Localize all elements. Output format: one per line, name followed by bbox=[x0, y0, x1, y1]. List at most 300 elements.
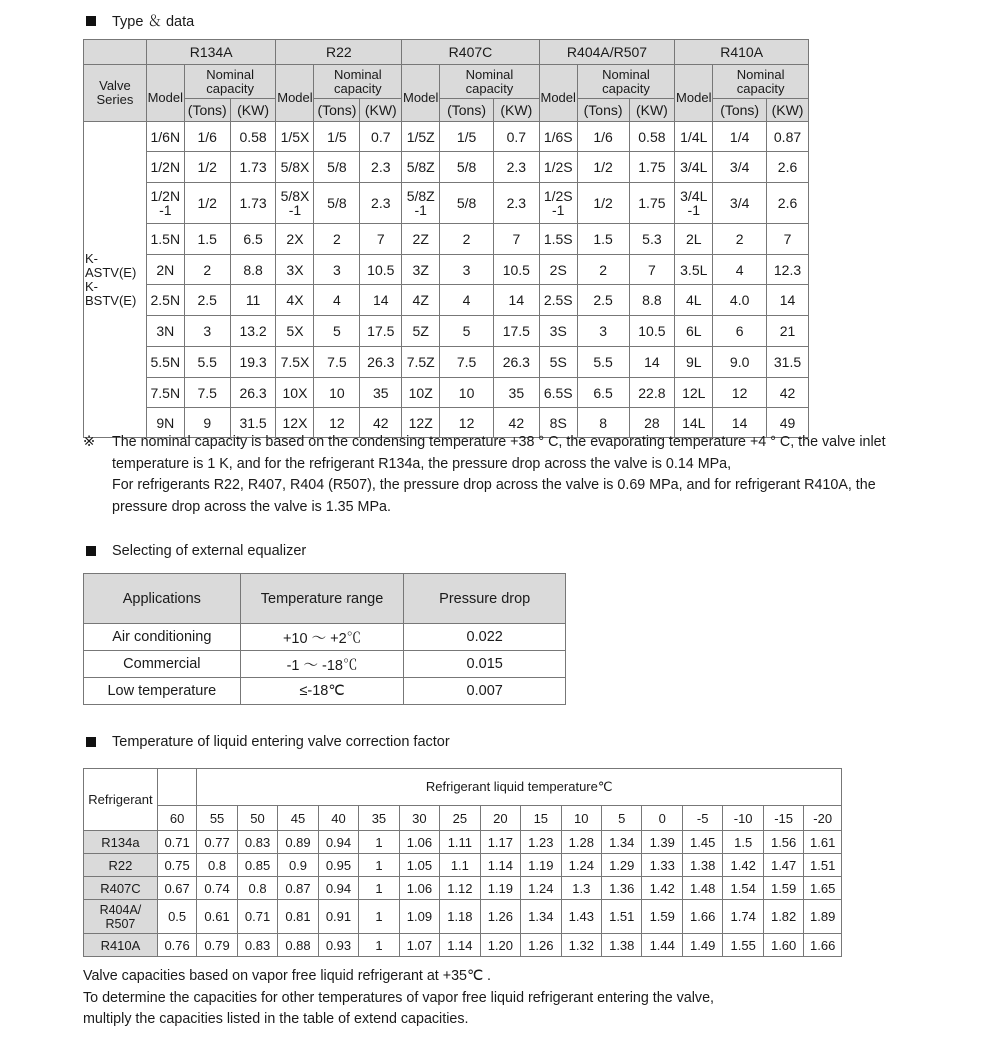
bullet-square-icon bbox=[86, 16, 96, 26]
nominal-capacity-header: Nominal capacity bbox=[314, 65, 402, 99]
temperature-cell: 0 bbox=[642, 806, 682, 831]
refrigerant-header: R404A/R507 bbox=[539, 40, 675, 65]
temperature-cell: 50 bbox=[237, 806, 277, 831]
factor-cell: 1.42 bbox=[723, 854, 763, 877]
model-cell: 9N bbox=[146, 408, 184, 438]
kw-cell: 0.7 bbox=[360, 122, 402, 152]
kw-cell: 7 bbox=[493, 224, 539, 255]
table-row bbox=[84, 877, 842, 900]
section-correction-title bbox=[86, 734, 450, 750]
factor-cell: 0.95 bbox=[318, 854, 358, 877]
kw-cell: 19.3 bbox=[230, 347, 276, 378]
factor-cell: 1.20 bbox=[480, 934, 520, 957]
temperature-cell: 20 bbox=[480, 806, 520, 831]
tons-cell: 8 bbox=[577, 408, 629, 438]
kw-cell: 35 bbox=[360, 378, 402, 408]
tons-cell: 2.5 bbox=[184, 285, 230, 316]
temperature-header: Refrigerant liquid temperature℃ bbox=[197, 769, 842, 806]
factor-cell: 0.71 bbox=[237, 900, 277, 934]
note-line: The nominal capacity is based on the condensing temperature +38 ° C, the evaporating temperature +4 ° C, the valve inlet bbox=[112, 434, 886, 450]
refrigerant-name-cell: R407C bbox=[84, 877, 158, 900]
model-header: Model bbox=[146, 65, 184, 122]
temperature-range-cell: ≤-18℃ bbox=[240, 678, 404, 705]
kw-cell: 1.75 bbox=[629, 152, 675, 183]
model-cell: 1/2S bbox=[539, 152, 577, 183]
kw-cell: 0.58 bbox=[629, 122, 675, 152]
tons-cell: 1/5 bbox=[440, 122, 494, 152]
factor-cell: 1.11 bbox=[440, 831, 480, 854]
tons-cell: 5.5 bbox=[577, 347, 629, 378]
kw-cell: 11 bbox=[230, 285, 276, 316]
pressure-drop-cell: 0.007 bbox=[404, 678, 566, 705]
kw-cell: 7 bbox=[629, 255, 675, 285]
factor-cell: 0.76 bbox=[157, 934, 196, 957]
tons-cell: 2 bbox=[184, 255, 230, 285]
tons-cell: 1/6 bbox=[184, 122, 230, 152]
temperature-range-cell: +10 ～ +2℃ bbox=[240, 624, 404, 651]
factor-cell: 0.89 bbox=[278, 831, 318, 854]
tons-cell: 3 bbox=[314, 255, 360, 285]
tons-cell: 12 bbox=[314, 408, 360, 438]
model-cell: 4X bbox=[276, 285, 314, 316]
temperature-cell: 5 bbox=[602, 806, 642, 831]
tons-cell: 14 bbox=[713, 408, 767, 438]
kw-header: (KW) bbox=[629, 99, 675, 122]
model-cell: 12X bbox=[276, 408, 314, 438]
tons-cell: 2 bbox=[314, 224, 360, 255]
factor-cell: 1.54 bbox=[723, 877, 763, 900]
kw-cell: 14 bbox=[767, 285, 809, 316]
kw-cell: 42 bbox=[493, 408, 539, 438]
model-header: Model bbox=[276, 65, 314, 122]
factor-cell: 1.1 bbox=[440, 854, 480, 877]
tons-cell: 1/4 bbox=[713, 122, 767, 152]
model-cell: 1/2N -1 bbox=[146, 183, 184, 224]
tons-cell: 4 bbox=[440, 285, 494, 316]
tons-cell: 5/8 bbox=[314, 183, 360, 224]
kw-cell: 2.6 bbox=[767, 152, 809, 183]
kw-cell: 17.5 bbox=[493, 316, 539, 347]
tons-cell: 3/4 bbox=[713, 152, 767, 183]
factor-cell: 1.29 bbox=[602, 854, 642, 877]
factor-cell: 1 bbox=[359, 831, 399, 854]
series-name: K-BSTV(E) bbox=[85, 278, 137, 308]
model-cell: 2L bbox=[675, 224, 713, 255]
model-cell: 6.5S bbox=[539, 378, 577, 408]
model-cell: 7.5Z bbox=[402, 347, 440, 378]
tons-cell: 10 bbox=[440, 378, 494, 408]
model-cell: 5Z bbox=[402, 316, 440, 347]
factor-cell: 1.74 bbox=[723, 900, 763, 934]
tons-header: (Tons) bbox=[577, 99, 629, 122]
table-row bbox=[84, 900, 842, 934]
model-cell: 3/4L bbox=[675, 152, 713, 183]
factor-cell: 1.06 bbox=[399, 877, 439, 900]
kw-header: (KW) bbox=[767, 99, 809, 122]
table-row bbox=[84, 378, 809, 408]
tons-cell: 1.5 bbox=[577, 224, 629, 255]
kw-cell: 10.5 bbox=[629, 316, 675, 347]
factor-cell: 1.56 bbox=[763, 831, 803, 854]
temperature-cell: -20 bbox=[804, 806, 842, 831]
correction-footer bbox=[83, 966, 714, 1031]
note-line: For refrigerants R22, R407, R404 (R507), the pressure drop across the valve is 0.69 MPa, and for refrigerant R410A, the bbox=[112, 477, 876, 493]
factor-cell: 1 bbox=[359, 900, 399, 934]
factor-cell: 1.26 bbox=[480, 900, 520, 934]
tons-cell: 3 bbox=[184, 316, 230, 347]
factor-cell: 0.91 bbox=[318, 900, 358, 934]
factor-cell: 1.06 bbox=[399, 831, 439, 854]
section-type-data-title bbox=[86, 10, 194, 31]
refrigerant-header: R410A bbox=[675, 40, 809, 65]
factor-cell: 1.34 bbox=[521, 900, 561, 934]
kw-cell: 2.6 bbox=[767, 183, 809, 224]
factor-cell: 1.07 bbox=[399, 934, 439, 957]
tons-cell: 7.5 bbox=[440, 347, 494, 378]
model-cell: 5/8Z -1 bbox=[402, 183, 440, 224]
bullet-square-icon bbox=[86, 546, 96, 556]
application-cell: Low temperature bbox=[84, 678, 241, 705]
correction-factor-table bbox=[83, 768, 842, 957]
factor-cell: 0.5 bbox=[157, 900, 196, 934]
temperature-cell: 15 bbox=[521, 806, 561, 831]
table-row bbox=[84, 122, 809, 152]
model-cell: 10Z bbox=[402, 378, 440, 408]
factor-cell: 0.83 bbox=[237, 831, 277, 854]
footer-line: multiply the capacities listed in the table of extend capacities. bbox=[83, 1011, 469, 1027]
factor-cell: 1.33 bbox=[642, 854, 682, 877]
tons-cell: 1/2 bbox=[577, 183, 629, 224]
factor-cell: 0.67 bbox=[157, 877, 196, 900]
kw-cell: 0.58 bbox=[230, 122, 276, 152]
model-cell: 1/6S bbox=[539, 122, 577, 152]
tons-cell: 6.5 bbox=[577, 378, 629, 408]
model-cell: 1.5S bbox=[539, 224, 577, 255]
model-cell: 3X bbox=[276, 255, 314, 285]
factor-cell: 1.19 bbox=[521, 854, 561, 877]
kw-cell: 2.3 bbox=[493, 183, 539, 224]
table-row bbox=[84, 152, 809, 183]
kw-cell: 28 bbox=[629, 408, 675, 438]
kw-cell: 35 bbox=[493, 378, 539, 408]
header-temperature-range: Temperature range bbox=[240, 574, 404, 624]
temperature-cell: -10 bbox=[723, 806, 763, 831]
factor-cell: 1.51 bbox=[804, 854, 842, 877]
tons-cell: 1/6 bbox=[577, 122, 629, 152]
tons-cell: 7.5 bbox=[184, 378, 230, 408]
kw-cell: 42 bbox=[767, 378, 809, 408]
kw-header: (KW) bbox=[360, 99, 402, 122]
factor-cell: 0.79 bbox=[197, 934, 237, 957]
blank-header-cell bbox=[84, 40, 147, 65]
model-cell: 4Z bbox=[402, 285, 440, 316]
factor-cell: 1.17 bbox=[480, 831, 520, 854]
factor-cell: 1.44 bbox=[642, 934, 682, 957]
model-cell: 4L bbox=[675, 285, 713, 316]
temperature-range-cell: -1 ～ -18℃ bbox=[240, 651, 404, 678]
factor-cell: 1.66 bbox=[682, 900, 722, 934]
kw-cell: 1.75 bbox=[629, 183, 675, 224]
tons-cell: 7.5 bbox=[314, 347, 360, 378]
factor-cell: 0.74 bbox=[197, 877, 237, 900]
model-cell: 5/8X bbox=[276, 152, 314, 183]
nominal-capacity-header: Nominal capacity bbox=[577, 65, 675, 99]
refrigerant-header: Refrigerant bbox=[84, 769, 158, 831]
nominal-note-symbol: ※ bbox=[83, 434, 95, 450]
table-row bbox=[84, 255, 809, 285]
model-cell: 1/4L bbox=[675, 122, 713, 152]
kw-cell: 26.3 bbox=[230, 378, 276, 408]
tons-cell: 10 bbox=[314, 378, 360, 408]
model-header: Model bbox=[539, 65, 577, 122]
refrigerant-header: R134A bbox=[146, 40, 276, 65]
model-cell: 12L bbox=[675, 378, 713, 408]
factor-cell: 1.24 bbox=[521, 877, 561, 900]
factor-cell: 1.23 bbox=[521, 831, 561, 854]
tons-cell: 4 bbox=[314, 285, 360, 316]
header-pressure-drop: Pressure drop bbox=[404, 574, 566, 624]
model-cell: 10X bbox=[276, 378, 314, 408]
section-equalizer-title bbox=[86, 543, 306, 559]
factor-cell: 0.61 bbox=[197, 900, 237, 934]
tons-cell: 1.5 bbox=[184, 224, 230, 255]
table-row bbox=[84, 285, 809, 316]
factor-cell: 1.49 bbox=[682, 934, 722, 957]
tons-header: (Tons) bbox=[184, 99, 230, 122]
section-title-text: Type ＆ data bbox=[112, 14, 195, 30]
valve-series-cell bbox=[84, 122, 147, 438]
factor-cell: 1.82 bbox=[763, 900, 803, 934]
temperature-cell: -5 bbox=[682, 806, 722, 831]
kw-cell: 14 bbox=[360, 285, 402, 316]
table-row bbox=[84, 347, 809, 378]
kw-cell: 2.3 bbox=[360, 152, 402, 183]
kw-cell: 12.3 bbox=[767, 255, 809, 285]
refrigerant-name-cell: R22 bbox=[84, 854, 158, 877]
equalizer-table bbox=[83, 573, 566, 705]
factor-cell: 0.81 bbox=[278, 900, 318, 934]
tons-cell: 1/2 bbox=[577, 152, 629, 183]
model-cell: 2S bbox=[539, 255, 577, 285]
model-cell: 1/6N bbox=[146, 122, 184, 152]
factor-cell: 1.18 bbox=[440, 900, 480, 934]
factor-cell: 1.47 bbox=[763, 854, 803, 877]
factor-cell: 1.24 bbox=[561, 854, 601, 877]
kw-cell: 2.3 bbox=[493, 152, 539, 183]
temperature-cell: 10 bbox=[561, 806, 601, 831]
note-line: temperature is 1 K, and for the refrigerant R134a, the pressure drop across the valve is 0.14 MPa, bbox=[112, 455, 732, 472]
model-cell: 7.5X bbox=[276, 347, 314, 378]
kw-cell: 31.5 bbox=[230, 408, 276, 438]
kw-cell: 31.5 bbox=[767, 347, 809, 378]
factor-cell: 0.87 bbox=[278, 877, 318, 900]
tons-cell: 5/8 bbox=[440, 152, 494, 183]
section-title-text: Temperature of liquid entering valve correction factor bbox=[112, 734, 450, 750]
factor-cell: 1 bbox=[359, 934, 399, 957]
factor-cell: 1.60 bbox=[763, 934, 803, 957]
nominal-capacity-header: Nominal capacity bbox=[713, 65, 809, 99]
table-row bbox=[84, 854, 842, 877]
tons-header: (Tons) bbox=[713, 99, 767, 122]
tons-cell: 1/5 bbox=[314, 122, 360, 152]
tons-cell: 1/2 bbox=[184, 152, 230, 183]
factor-cell: 1.26 bbox=[521, 934, 561, 957]
note-line: pressure drop across the valve is 1.35 MPa. bbox=[112, 498, 391, 515]
series-name: K-ASTV(E) bbox=[85, 250, 137, 280]
model-cell: 1/5Z bbox=[402, 122, 440, 152]
model-cell: 2.5N bbox=[146, 285, 184, 316]
kw-cell: 10.5 bbox=[360, 255, 402, 285]
factor-cell: 1.5 bbox=[723, 831, 763, 854]
factor-cell: 0.9 bbox=[278, 854, 318, 877]
model-cell: 1/5X bbox=[276, 122, 314, 152]
tons-cell: 12 bbox=[440, 408, 494, 438]
model-cell: 14L bbox=[675, 408, 713, 438]
factor-cell: 1.43 bbox=[561, 900, 601, 934]
kw-cell: 21 bbox=[767, 316, 809, 347]
model-cell: 3.5L bbox=[675, 255, 713, 285]
kw-cell: 10.5 bbox=[493, 255, 539, 285]
tons-cell: 3/4 bbox=[713, 183, 767, 224]
factor-cell: 1.19 bbox=[480, 877, 520, 900]
temperature-cell: 45 bbox=[278, 806, 318, 831]
factor-cell: 1.38 bbox=[602, 934, 642, 957]
model-cell: 5S bbox=[539, 347, 577, 378]
kw-cell: 6.5 bbox=[230, 224, 276, 255]
model-cell: 2N bbox=[146, 255, 184, 285]
model-cell: 7.5N bbox=[146, 378, 184, 408]
tons-cell: 4.0 bbox=[713, 285, 767, 316]
factor-cell: 0.77 bbox=[197, 831, 237, 854]
kw-cell: 0.7 bbox=[493, 122, 539, 152]
header-applications: Applications bbox=[84, 574, 241, 624]
factor-cell: 0.8 bbox=[237, 877, 277, 900]
model-cell: 2.5S bbox=[539, 285, 577, 316]
tons-cell: 2 bbox=[440, 224, 494, 255]
factor-cell: 1.12 bbox=[440, 877, 480, 900]
model-cell: 3N bbox=[146, 316, 184, 347]
model-cell: 5X bbox=[276, 316, 314, 347]
application-cell: Commercial bbox=[84, 651, 241, 678]
model-cell: 5/8X -1 bbox=[276, 183, 314, 224]
temperature-cell: 40 bbox=[318, 806, 358, 831]
kw-cell: 14 bbox=[493, 285, 539, 316]
tons-cell: 5/8 bbox=[440, 183, 494, 224]
footer-line: To determine the capacities for other temperatures of vapor free liquid refrigerant entering the valve, bbox=[83, 989, 714, 1006]
footer-line: Valve capacities based on vapor free liquid refrigerant at +35℃ . bbox=[83, 968, 491, 984]
application-cell: Air conditioning bbox=[84, 624, 241, 651]
factor-cell: 1.48 bbox=[682, 877, 722, 900]
factor-cell: 1.55 bbox=[723, 934, 763, 957]
tons-cell: 5.5 bbox=[184, 347, 230, 378]
temperature-cell: 25 bbox=[440, 806, 480, 831]
tons-cell: 5 bbox=[440, 316, 494, 347]
factor-cell: 1.42 bbox=[642, 877, 682, 900]
bullet-square-icon bbox=[86, 737, 96, 747]
factor-cell: 1.14 bbox=[480, 854, 520, 877]
tons-cell: 12 bbox=[713, 378, 767, 408]
tons-cell: 3 bbox=[577, 316, 629, 347]
model-cell: 3Z bbox=[402, 255, 440, 285]
model-cell: 12Z bbox=[402, 408, 440, 438]
temperature-cell: -15 bbox=[763, 806, 803, 831]
kw-header: (KW) bbox=[493, 99, 539, 122]
kw-cell: 13.2 bbox=[230, 316, 276, 347]
tons-cell: 2 bbox=[713, 224, 767, 255]
tons-cell: 1/2 bbox=[184, 183, 230, 224]
factor-cell: 1.89 bbox=[804, 900, 842, 934]
tons-cell: 9 bbox=[184, 408, 230, 438]
tons-header: (Tons) bbox=[440, 99, 494, 122]
factor-cell: 1.51 bbox=[602, 900, 642, 934]
factor-cell: 1.3 bbox=[561, 877, 601, 900]
model-cell: 5/8Z bbox=[402, 152, 440, 183]
pressure-drop-cell: 0.022 bbox=[404, 624, 566, 651]
tons-cell: 9.0 bbox=[713, 347, 767, 378]
factor-cell: 1.65 bbox=[804, 877, 842, 900]
model-cell: 6L bbox=[675, 316, 713, 347]
nominal-capacity-header: Nominal capacity bbox=[440, 65, 540, 99]
kw-cell: 8.8 bbox=[629, 285, 675, 316]
kw-cell: 49 bbox=[767, 408, 809, 438]
factor-cell: 1.45 bbox=[682, 831, 722, 854]
pressure-drop-cell: 0.015 bbox=[404, 651, 566, 678]
factor-cell: 1 bbox=[359, 877, 399, 900]
model-cell: 8S bbox=[539, 408, 577, 438]
factor-cell: 1.34 bbox=[602, 831, 642, 854]
model-cell: 9L bbox=[675, 347, 713, 378]
tons-header: (Tons) bbox=[314, 99, 360, 122]
tons-cell: 2.5 bbox=[577, 285, 629, 316]
kw-cell: 8.8 bbox=[230, 255, 276, 285]
nominal-capacity-header: Nominal capacity bbox=[184, 65, 276, 99]
factor-cell: 1.39 bbox=[642, 831, 682, 854]
factor-cell: 1.28 bbox=[561, 831, 601, 854]
factor-cell: 0.94 bbox=[318, 877, 358, 900]
refrigerant-header: R407C bbox=[402, 40, 540, 65]
tons-cell: 4 bbox=[713, 255, 767, 285]
factor-cell: 0.71 bbox=[157, 831, 196, 854]
refrigerant-name-cell: R404A/ R507 bbox=[84, 900, 158, 934]
factor-cell: 1.14 bbox=[440, 934, 480, 957]
factor-cell: 1.05 bbox=[399, 854, 439, 877]
kw-header: (KW) bbox=[230, 99, 276, 122]
factor-cell: 1.32 bbox=[561, 934, 601, 957]
temperature-cell: 55 bbox=[197, 806, 237, 831]
table-row bbox=[84, 224, 809, 255]
factor-cell: 1.09 bbox=[399, 900, 439, 934]
blank-header-cell bbox=[157, 769, 196, 806]
model-cell: 1.5N bbox=[146, 224, 184, 255]
tons-cell: 5/8 bbox=[314, 152, 360, 183]
factor-cell: 0.85 bbox=[237, 854, 277, 877]
factor-cell: 1.38 bbox=[682, 854, 722, 877]
kw-cell: 5.3 bbox=[629, 224, 675, 255]
kw-cell: 14 bbox=[629, 347, 675, 378]
kw-cell: 2.3 bbox=[360, 183, 402, 224]
valve-series-header: Valve Series bbox=[84, 65, 147, 122]
factor-cell: 0.93 bbox=[318, 934, 358, 957]
factor-cell: 0.88 bbox=[278, 934, 318, 957]
kw-cell: 1.73 bbox=[230, 183, 276, 224]
kw-cell: 7 bbox=[767, 224, 809, 255]
refrigerant-header: R22 bbox=[276, 40, 402, 65]
tons-cell: 6 bbox=[713, 316, 767, 347]
refrigerant-name-cell: R134a bbox=[84, 831, 158, 854]
factor-cell: 1.66 bbox=[804, 934, 842, 957]
model-cell: 1/2S -1 bbox=[539, 183, 577, 224]
temperature-cell: 35 bbox=[359, 806, 399, 831]
